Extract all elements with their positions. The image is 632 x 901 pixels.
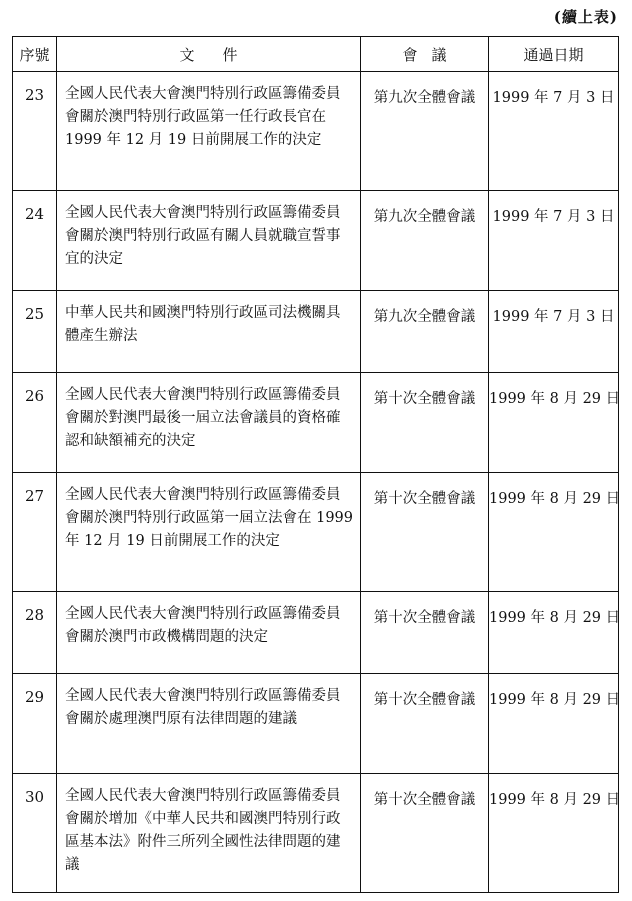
adoption-date: 1999 年 7 月 3 日 <box>489 190 619 290</box>
row-number: 25 <box>13 291 57 373</box>
adoption-date: 1999 年 7 月 3 日 <box>489 291 619 373</box>
document-title: 全國人民代表大會澳門特別行政區籌備委員會關於澳門市政機構問題的決定 <box>57 592 361 674</box>
table-row <box>13 473 619 592</box>
table-row <box>13 72 619 191</box>
row-number: 27 <box>13 473 57 592</box>
table-row <box>13 673 619 773</box>
row-number: 24 <box>13 190 57 290</box>
row-number: 23 <box>13 72 57 191</box>
document-title: 全國人民代表大會澳門特別行政區籌備委員會關於澳門特別行政區第一任行政長官在 1999 年 12 月 19 日前開展工作的決定 <box>57 72 361 191</box>
row-number: 28 <box>13 592 57 674</box>
meeting-name: 第九次全體會議 <box>361 190 489 290</box>
row-number: 26 <box>13 372 57 472</box>
document-title: 全國人民代表大會澳門特別行政區籌備委員會關於增加《中華人民共和國澳門特別行政區基本法》附件三所列全國性法律問題的建議 <box>57 774 361 893</box>
documents-table <box>12 36 619 893</box>
document-title: 中華人民共和國澳門特別行政區司法機關具體產生辦法 <box>57 291 361 373</box>
meeting-name: 第九次全體會議 <box>361 291 489 373</box>
continued-note: (續上表) <box>553 8 618 26</box>
adoption-date: 1999 年 8 月 29 日 <box>489 774 619 893</box>
table-row <box>13 291 619 373</box>
document-title: 全國人民代表大會澳門特別行政區籌備委員會關於澳門特別行政區有關人員就職宣誓事宜的決定 <box>57 190 361 290</box>
table-row <box>13 774 619 893</box>
adoption-date: 1999 年 8 月 29 日 <box>489 673 619 773</box>
meeting-name: 第十次全體會議 <box>361 774 489 893</box>
meeting-name: 第十次全體會議 <box>361 473 489 592</box>
column-header-meeting: 會議 <box>361 37 489 72</box>
column-header-no: 序號 <box>13 37 57 72</box>
table-row <box>13 190 619 290</box>
row-number: 29 <box>13 673 57 773</box>
column-header-date: 通過日期 <box>489 37 619 72</box>
meeting-name: 第十次全體會議 <box>361 673 489 773</box>
document-title: 全國人民代表大會澳門特別行政區籌備委員會關於處理澳門原有法律問題的建議 <box>57 673 361 773</box>
row-number: 30 <box>13 774 57 893</box>
meeting-name: 第十次全體會議 <box>361 592 489 674</box>
adoption-date: 1999 年 8 月 29 日 <box>489 473 619 592</box>
document-title: 全國人民代表大會澳門特別行政區籌備委員會關於澳門特別行政區第一屆立法會在 1999 年 12 月 19 日前開展工作的決定 <box>57 473 361 592</box>
table-header-row <box>13 37 619 72</box>
meeting-name: 第十次全體會議 <box>361 372 489 472</box>
table-row <box>13 592 619 674</box>
column-header-document: 文件 <box>57 37 361 72</box>
adoption-date: 1999 年 8 月 29 日 <box>489 372 619 472</box>
table-row <box>13 372 619 472</box>
document-title: 全國人民代表大會澳門特別行政區籌備委員會關於對澳門最後一屆立法會議員的資格確認和缺額補充的決定 <box>57 372 361 472</box>
adoption-date: 1999 年 7 月 3 日 <box>489 72 619 191</box>
adoption-date: 1999 年 8 月 29 日 <box>489 592 619 674</box>
meeting-name: 第九次全體會議 <box>361 72 489 191</box>
